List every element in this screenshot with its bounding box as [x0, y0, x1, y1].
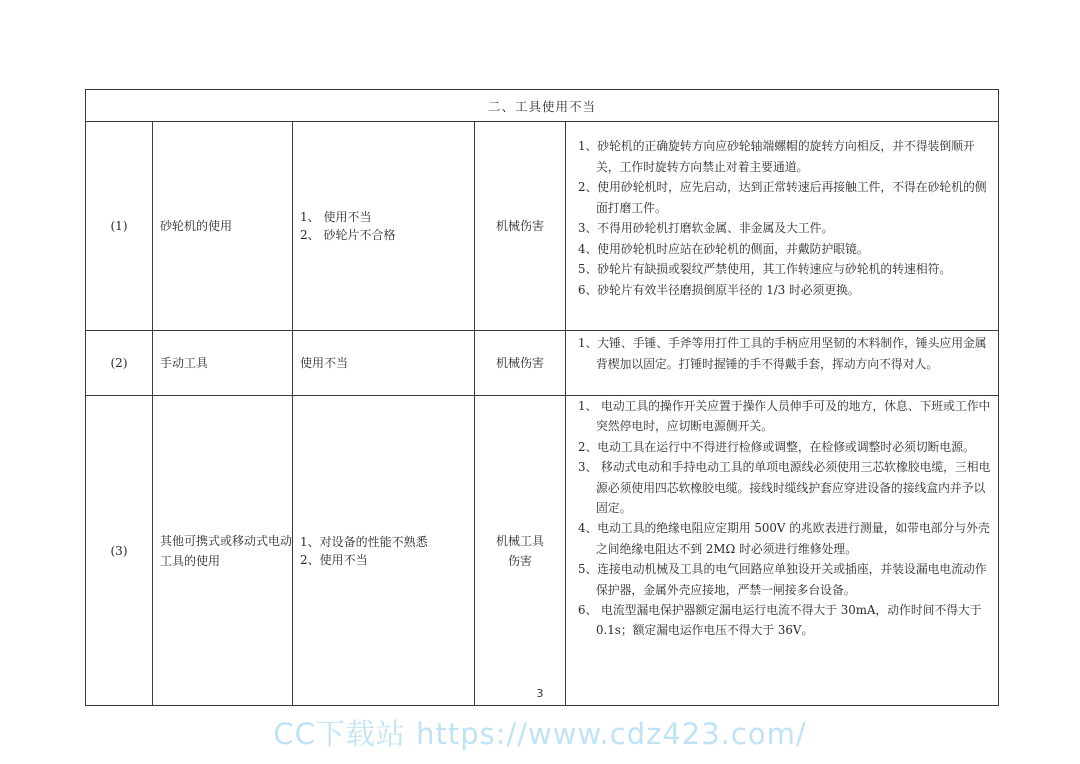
- measure-item: 1、砂轮机的正确旋转方向应砂轮轴端螺帽的旋转方向相反，并不得装倒顺开关，工作时旋转方向禁止对着主要通道。: [578, 139, 975, 174]
- consequence-line: 机械伤害: [495, 356, 544, 370]
- measures-cell: [566, 122, 999, 331]
- consequence-cell: [475, 331, 566, 396]
- row-number: (1): [86, 122, 153, 331]
- measure-item: 3、不得用砂轮机打磨软金属、非金属及大工件。: [578, 221, 834, 235]
- row-number: (3): [86, 396, 153, 706]
- measure-item: 4、电动工具的绝缘电阻应定期用 500V 的兆欧表进行测量，如带电部分与外壳之间绝缘电阻达不到 2MΩ 时必须进行维修处理。: [578, 521, 990, 556]
- problem-cell: [293, 396, 475, 706]
- consequence-line: 机械伤害: [495, 219, 544, 233]
- measure-item: 6、 电流型漏电保护器额定漏电运行电流不得大于 30mA，动作时间不得大于 0.1s；额定漏电运作电压不得大于 36V。: [578, 603, 982, 638]
- problem-line: 2、使用不当: [300, 552, 368, 567]
- problem-cell: [293, 122, 475, 331]
- hazard-table: [85, 89, 999, 706]
- consequence-cell: [475, 122, 566, 331]
- section-title: 二、工具使用不当: [86, 90, 999, 122]
- page-number: 3: [536, 687, 544, 700]
- problem-line: 1、对设备的性能不熟悉: [300, 534, 428, 549]
- table-row: [86, 331, 999, 396]
- work-item: 手动工具: [153, 331, 293, 396]
- work-item: 砂轮机的使用: [153, 122, 293, 331]
- consequence-cell: [475, 396, 566, 706]
- row-number: (2): [86, 331, 153, 396]
- measure-item: 3、 移动式电动和手持电动工具的单项电源线必须使用三芯软橡胶电缆，三相电源必须使用四芯软橡胶电缆。接线时缆线护套应穿进设备的接线盒内并予以固定。: [578, 460, 991, 516]
- problem-line: 使用不当: [300, 356, 349, 370]
- measure-item: 2、使用砂轮机时，应先启动，达到正常转速后再接触工件，不得在砂轮机的侧面打磨工件。: [578, 180, 987, 215]
- measure-item: 2、电动工具在运行中不得进行检修或调整，在检修或调整时必须切断电源。: [578, 439, 975, 454]
- measures-cell: [566, 331, 999, 396]
- problem-line: 1、 使用不当: [300, 210, 372, 224]
- measure-item: 1、 电动工具的操作开关应置于操作人员伸手可及的地方，休息、下班或工作中突然停电时，应切断电源侧开关。: [578, 399, 991, 434]
- measure-item: 5、砂轮片有缺损或裂纹严禁使用，其工作转速应与砂轮机的转速相符。: [578, 262, 952, 276]
- work-item: 其他可携式或移动式电动工具的使用: [153, 396, 293, 706]
- measure-item: 6、砂轮片有效半径磨损倒原半径的 1/3 时必须更换。: [578, 282, 860, 297]
- table-row: [86, 396, 999, 706]
- watermark: CC下载站 https://www.cdz423.com/: [273, 717, 807, 751]
- consequence-line: 伤害: [507, 553, 532, 568]
- table-row: [86, 122, 999, 331]
- measure-item: 1、大锤、手锤、手斧等用打件工具的手柄应用坚韧的木料制作，锤头应用金属背楔加以固定。打锤时握锤的手不得戴手套，挥动方向不得对人。: [578, 336, 987, 371]
- measures-cell: [566, 396, 999, 706]
- consequence-line: 机械工具: [495, 533, 544, 548]
- measure-item: 5、连接电动机械及工具的电气回路应单独设开关或插座，并装设漏电电流动作保护器，金属外壳应接地，严禁一闸接多台设备。: [578, 562, 987, 597]
- problem-line: 2、 砂轮片不合格: [300, 228, 396, 242]
- measure-item: 4、使用砂轮机时应站在砂轮机的侧面，并戴防护眼镜。: [578, 241, 869, 256]
- problem-cell: [293, 331, 475, 396]
